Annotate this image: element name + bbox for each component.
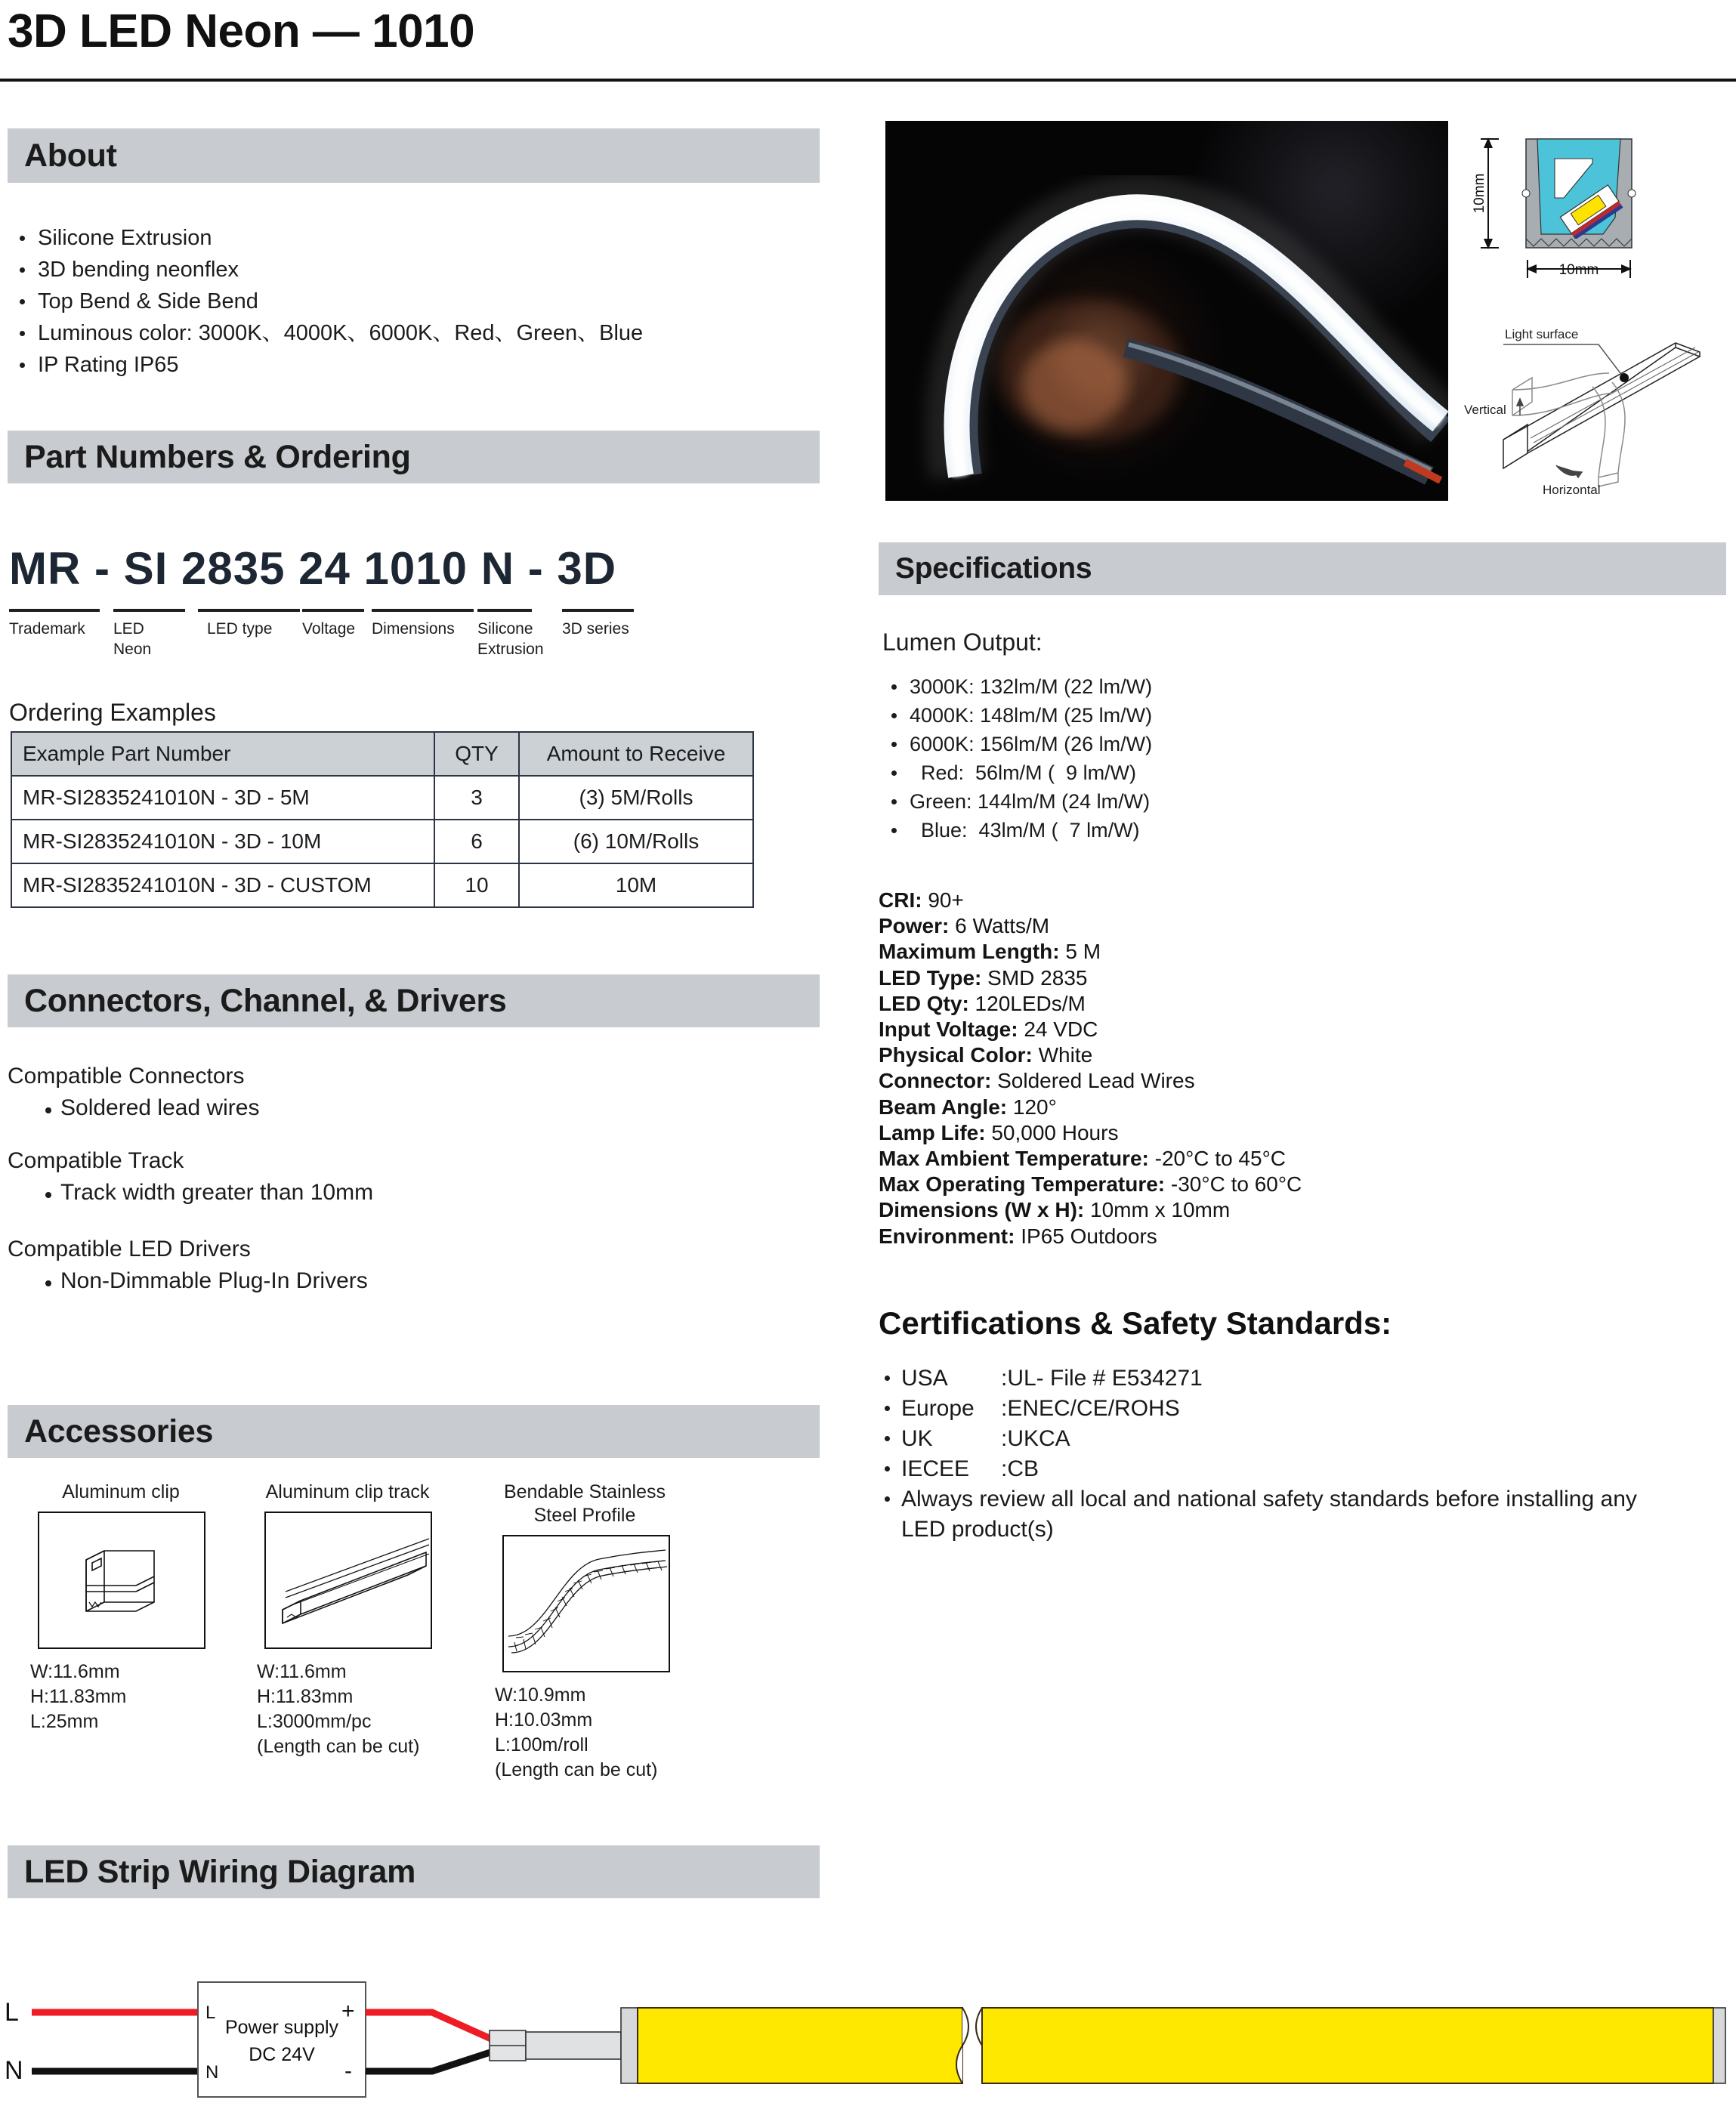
dim-line: L:100m/roll <box>495 1734 588 1756</box>
segment-label: LED Neon <box>113 620 152 658</box>
spec-value: 120LEDs/M <box>968 991 1086 1015</box>
certification-item <box>879 1424 1657 1454</box>
dim-line: W:11.6mm <box>30 1661 120 1682</box>
cross-section-width-label: 10mm <box>1558 262 1599 278</box>
spec-row <box>879 888 1302 913</box>
certifications-heading: Certifications & Safety Standards: <box>879 1305 1392 1341</box>
spec-value: 90+ <box>922 888 964 912</box>
table-column-header: Example Part Number <box>11 732 434 776</box>
lumen-output-list <box>882 672 1152 845</box>
segment-rule <box>302 609 364 612</box>
drivers-group-item: Non-Dimmable Plug-In Drivers <box>29 1268 368 1294</box>
wiring-label-neutral: N <box>5 2056 23 2085</box>
segment-label: Dimensions <box>372 620 455 638</box>
dim-line: W:11.6mm <box>257 1661 347 1682</box>
table-column-header: Amount to Receive <box>519 732 753 776</box>
certification-region: IECEE <box>901 1456 970 1481</box>
aluminum-clip-track-icon <box>264 1512 432 1649</box>
spec-row <box>879 991 1302 1017</box>
section-title-connectors: Connectors, Channel, & Drivers <box>24 982 507 1019</box>
table-row <box>11 776 753 820</box>
spec-value: 5 M <box>1059 940 1101 964</box>
spec-label: Environment: <box>879 1224 1015 1248</box>
spec-value: Soldered Lead Wires <box>991 1069 1195 1093</box>
led-strip-segment <box>638 2008 962 2083</box>
part-segment-dimensions <box>372 609 474 639</box>
lumen-output-heading: Lumen Output: <box>882 628 1043 656</box>
table-cell: MR-SI2835241010N - 3D - 5M <box>11 776 434 820</box>
about-bullets <box>11 222 857 381</box>
spec-value: -20°C to 45°C <box>1148 1147 1286 1171</box>
segment-label: Silicone Extrusion <box>477 620 544 658</box>
lumen-output-item: 4000K: 148lm/M (25 lm/W) <box>882 701 1152 730</box>
spec-label: Power: <box>879 914 950 938</box>
bend-label-horizontal: Horizontal <box>1543 483 1601 497</box>
spec-row <box>879 1095 1302 1120</box>
page-title: 3D LED Neon — 1010 <box>8 5 475 57</box>
certification-region: USA <box>901 1366 948 1391</box>
lumen-output-item: Blue: 43lm/M ( 7 lm/W) <box>882 816 1152 845</box>
certification-region: UK <box>901 1426 933 1451</box>
certification-value: :UL- File # E534271 <box>1001 1366 1203 1391</box>
power-supply-box <box>198 1982 366 2097</box>
lumen-output-item: 6000K: 156lm/M (26 lm/W) <box>882 730 1152 758</box>
spec-value: 50,000 Hours <box>985 1120 1119 1144</box>
segment-rule <box>198 609 300 612</box>
spec-label: Maximum Length: <box>879 940 1060 964</box>
bendable-steel-profile-icon <box>502 1535 670 1672</box>
certification-item <box>879 1394 1657 1424</box>
segment-label: Trademark <box>9 620 85 638</box>
table-header-row <box>11 732 753 776</box>
psu-terminal-plus: + <box>341 1999 355 2024</box>
section-title-wiring: LED Strip Wiring Diagram <box>24 1853 416 1890</box>
psu-terminal-minus: - <box>344 2058 352 2083</box>
segment-rule <box>113 609 185 612</box>
connectors-group-heading: Compatible Connectors <box>8 1064 245 1089</box>
dim-line: H:11.83mm <box>30 1686 127 1707</box>
accessory-name: Aluminum clip track <box>265 1481 430 1502</box>
accessory-name: Bendable Stainless Steel Profile <box>503 1481 666 1526</box>
table-cell: 10 <box>434 863 519 907</box>
spec-label: CRI: <box>879 888 922 912</box>
spec-value: 6 Watts/M <box>949 914 1050 938</box>
spec-label: LED Type: <box>879 965 982 990</box>
dim-line: W:10.9mm <box>495 1684 586 1706</box>
product-photo <box>885 121 1448 501</box>
aluminum-clip-icon <box>38 1512 205 1649</box>
wiring-diagram <box>0 1919 1736 2106</box>
certification-item <box>879 1454 1657 1484</box>
part-segment-3d-series <box>562 609 634 639</box>
spec-label: LED Qty: <box>879 991 969 1015</box>
spec-label: Max Ambient Temperature: <box>879 1147 1149 1171</box>
drivers-group-heading: Compatible LED Drivers <box>8 1237 251 1261</box>
table-cell: 3 <box>434 776 519 820</box>
certification-value: :CB <box>1001 1456 1039 1481</box>
about-bullet: IP Rating IP65 <box>11 349 857 381</box>
connector-sleeve <box>526 2032 621 2059</box>
segment-label: LED type <box>207 620 273 638</box>
psu-terminal-l: L <box>205 2003 216 2023</box>
spec-row <box>879 1146 1302 1172</box>
spec-label: Input Voltage: <box>879 1017 1018 1042</box>
table-cell: 6 <box>434 820 519 863</box>
bend-label-vertical: Vertical <box>1464 403 1506 417</box>
about-bullet: Silicone Extrusion <box>11 222 857 254</box>
section-title-accessories: Accessories <box>24 1413 214 1450</box>
dim-line: L:3000mm/pc <box>257 1711 372 1732</box>
spec-row <box>879 913 1302 939</box>
ordering-examples-heading: Ordering Examples <box>9 699 216 726</box>
part-segment-led-neon <box>113 609 185 659</box>
lumen-output-item: 3000K: 132lm/M (22 lm/W) <box>882 672 1152 701</box>
bend-diagram <box>1458 317 1730 502</box>
accessory-dimensions <box>495 1683 679 1783</box>
section-title-about: About <box>24 137 117 174</box>
about-bullet: Luminous color: 3000K、4000K、6000K、Red、Green、Blue <box>11 317 857 349</box>
spec-value: SMD 2835 <box>981 965 1088 990</box>
ordering-examples-table <box>11 731 754 908</box>
section-header-part-numbers <box>8 431 820 483</box>
segment-label: 3D series <box>562 620 629 638</box>
side-notch <box>1628 190 1636 197</box>
lumen-output-item: Red: 56lm/M ( 9 lm/W) <box>882 758 1152 787</box>
accessory-bendable-steel-profile <box>495 1481 679 1783</box>
section-header-specifications <box>879 542 1726 595</box>
table-cell: (3) 5M/Rolls <box>519 776 753 820</box>
spec-label: Lamp Life: <box>879 1120 986 1144</box>
section-header-wiring <box>8 1845 820 1898</box>
psu-title: Power supply <box>224 2017 339 2038</box>
spec-label: Max Operating Temperature: <box>879 1172 1166 1197</box>
part-number-code: MR - SI 2835 24 1010 N - 3D <box>9 543 617 594</box>
spec-label: Connector: <box>879 1069 992 1093</box>
bend-label-light-surface: Light surface <box>1505 327 1579 341</box>
part-segment-silicone-extrusion <box>477 609 544 659</box>
wire-neutral-output <box>366 2052 493 2071</box>
certification-region: Europe <box>901 1396 975 1421</box>
spec-row <box>879 1068 1302 1094</box>
certifications-list <box>879 1363 1657 1545</box>
accessory-dimensions <box>257 1660 438 1759</box>
psu-terminal-n: N <box>205 2062 219 2083</box>
specifications-list <box>879 888 1302 1249</box>
strip-end-cap <box>621 2008 638 2083</box>
table-cell: 10M <box>519 863 753 907</box>
about-bullet: 3D bending neonflex <box>11 254 857 286</box>
cross-section-diagram <box>1466 119 1722 293</box>
about-bullet: Top Bend & Side Bend <box>11 286 857 317</box>
section-header-about <box>8 128 820 183</box>
accessory-dimensions <box>30 1660 212 1734</box>
section-title-specifications: Specifications <box>895 552 1092 585</box>
spec-row <box>879 1017 1302 1042</box>
section-title-part-numbers: Part Numbers & Ordering <box>24 438 411 475</box>
spec-value: 120° <box>1007 1095 1057 1119</box>
table-cell: MR-SI2835241010N - 3D - CUSTOM <box>11 863 434 907</box>
spec-row <box>879 1224 1302 1249</box>
table-row <box>11 820 753 863</box>
spec-value: -30°C to 60°C <box>1165 1172 1302 1197</box>
led-strip-segment <box>982 2008 1713 2083</box>
lumen-output-item: Green: 144lm/M (24 lm/W) <box>882 787 1152 816</box>
spec-label: Physical Color: <box>879 1043 1033 1067</box>
accessory-name: Aluminum clip <box>62 1481 180 1502</box>
spec-value: IP65 Outdoors <box>1015 1224 1157 1248</box>
certification-value: :ENEC/CE/ROHS <box>1001 1396 1180 1421</box>
dim-line: L:25mm <box>30 1711 99 1732</box>
spec-row <box>879 1042 1302 1068</box>
spec-label: Dimensions (W x H): <box>879 1198 1085 1222</box>
certification-value: :UKCA <box>1001 1426 1070 1451</box>
spec-row <box>879 1120 1302 1146</box>
segment-rule <box>477 609 532 612</box>
cross-section-height-label: 10mm <box>1472 173 1487 214</box>
table-cell: MR-SI2835241010N - 3D - 10M <box>11 820 434 863</box>
connectors-group-item: Soldered lead wires <box>29 1095 259 1121</box>
spec-value: 10mm x 10mm <box>1084 1198 1231 1222</box>
psu-subtitle: DC 24V <box>249 2044 315 2065</box>
side-notch <box>1522 190 1530 197</box>
part-segment-trademark <box>9 609 100 639</box>
wiring-label-line: L <box>5 1998 19 2027</box>
segment-label: Voltage <box>302 620 356 638</box>
dim-line: H:10.03mm <box>495 1709 593 1731</box>
part-segment-led-type <box>198 609 300 639</box>
dim-line: (Length can be cut) <box>257 1736 420 1757</box>
section-header-connectors <box>8 974 820 1027</box>
spec-value: White <box>1032 1043 1093 1067</box>
segment-rule <box>372 609 474 612</box>
dim-line: H:11.83mm <box>257 1686 354 1707</box>
spec-row <box>879 1172 1302 1197</box>
strip-far-end-cap <box>1713 2008 1725 2083</box>
table-cell: (6) 10M/Rolls <box>519 820 753 863</box>
section-header-accessories <box>8 1405 820 1458</box>
track-group-heading: Compatible Track <box>8 1148 184 1173</box>
certification-note: Always review all local and national safety standards before installing any LED product(s) <box>879 1484 1657 1545</box>
spec-label: Beam Angle: <box>879 1095 1008 1119</box>
wire-live-output <box>366 2012 493 2040</box>
part-segment-voltage <box>302 609 364 639</box>
table-column-header: QTY <box>434 732 519 776</box>
spec-row <box>879 965 1302 991</box>
segment-rule <box>9 609 100 612</box>
track-group-item: Track width greater than 10mm <box>29 1180 373 1206</box>
spec-row <box>879 939 1302 965</box>
title-divider <box>0 79 1736 82</box>
certification-item <box>879 1363 1657 1394</box>
table-row <box>11 863 753 907</box>
segment-rule <box>562 609 634 612</box>
dim-line: (Length can be cut) <box>495 1759 658 1780</box>
spec-value: 24 VDC <box>1018 1017 1098 1042</box>
accessory-aluminum-clip <box>30 1481 212 1734</box>
spec-row <box>879 1197 1302 1223</box>
accessory-aluminum-clip-track <box>257 1481 438 1759</box>
